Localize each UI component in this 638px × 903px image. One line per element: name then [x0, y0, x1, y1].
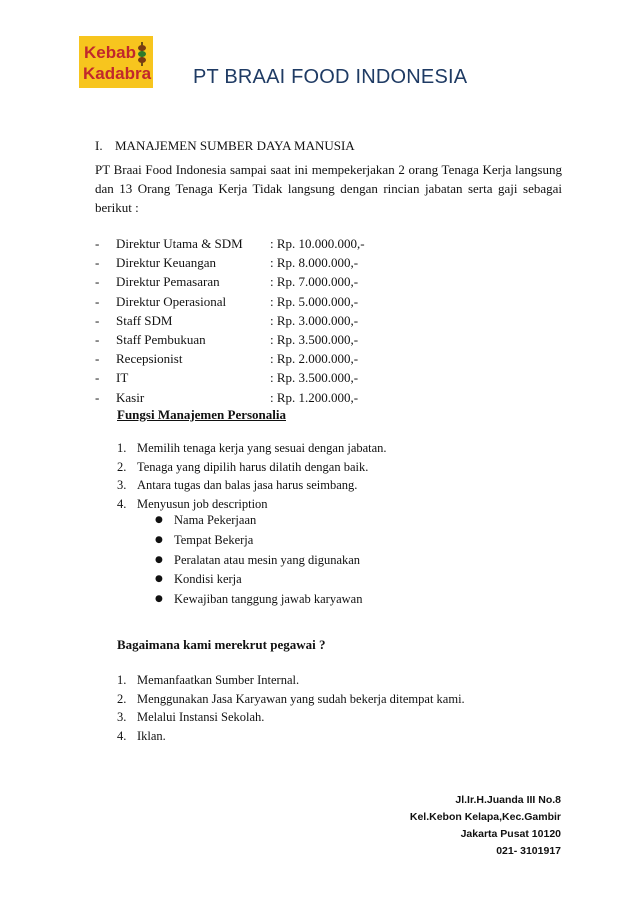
- list-dash: -: [95, 255, 100, 271]
- address-street: Jl.Ir.H.Juanda III No.8: [455, 794, 561, 806]
- section-heading: [95, 138, 355, 154]
- bullet-text: Nama Pekerjaan: [174, 513, 257, 527]
- list-dash: -: [95, 274, 100, 290]
- company-logo: [79, 36, 153, 88]
- company-name: PT BRAAI FOOD INDONESIA: [193, 66, 468, 88]
- section-number: I.: [95, 138, 103, 153]
- staff-role: Staff Pembukuan: [116, 331, 206, 347]
- bullet-icon: ●: [155, 574, 163, 585]
- bullet-text: Kondisi kerja: [174, 572, 242, 587]
- item-number: 1.: [117, 441, 127, 455]
- bullet-text: Tempat Bekerja: [174, 532, 254, 547]
- address-city: Jakarta Pusat 10120: [460, 828, 561, 840]
- staff-salary: : Rp. 5.000.000,-: [270, 293, 359, 309]
- item-number: 3.: [117, 478, 127, 492]
- item-number: 3.: [117, 710, 127, 724]
- staff-salary: : Rp. 3.500.000,-: [270, 331, 359, 347]
- staff-role: Kasir: [116, 389, 145, 405]
- address-district: Kel.Kebon Kelapa,Kec.Gambir: [409, 811, 561, 823]
- bullet-icon: ●: [155, 554, 163, 565]
- logo-line1: Kebab: [84, 43, 136, 62]
- staff-salary: : Rp. 8.000.000,-: [270, 255, 359, 271]
- company-address: [410, 792, 561, 860]
- staff-salary: : Rp. 10.000.000,-: [270, 236, 365, 251]
- item-text: Menyusun job description: [137, 496, 268, 511]
- staff-salary: : Rp. 1.200.000,-: [270, 389, 359, 405]
- bullet-icon: ●: [155, 594, 163, 605]
- item-text: Tenaga yang dipilih harus dilatih dengan baik.: [137, 459, 369, 474]
- staff-salary: : Rp. 2.000.000,-: [270, 351, 359, 367]
- address-phone: 021- 3101917: [496, 845, 561, 857]
- list-dash: -: [95, 351, 100, 367]
- item-text: Menggunakan Jasa Karyawan yang sudah bekerja ditempat kami.: [137, 691, 465, 706]
- staff-role: Direktur Keuangan: [116, 255, 216, 271]
- item-text: Memanfaatkan Sumber Internal.: [137, 673, 300, 687]
- bullet-icon: ●: [155, 534, 163, 545]
- bullet-icon: ●: [155, 515, 163, 525]
- staff-role: IT: [116, 370, 129, 386]
- staff-salary: : Rp. 3.000.000,-: [270, 312, 359, 328]
- staff-role: Recepsionist: [116, 351, 183, 367]
- list-dash: -: [95, 293, 100, 309]
- staff-role: Direktur Operasional: [116, 293, 227, 309]
- item-number: 4.: [117, 496, 127, 511]
- list-dash: -: [95, 370, 100, 386]
- list-dash: -: [95, 312, 100, 328]
- item-text: Memilih tenaga kerja yang sesuai dengan jabatan.: [137, 441, 387, 455]
- bullet-text: Peralatan atau mesin yang digunakan: [174, 552, 361, 567]
- item-text: Iklan.: [137, 728, 166, 743]
- bullet-text: Kewajiban tanggung jawab karyawan: [174, 592, 363, 607]
- item-text: Melalui Instansi Sekolah.: [137, 710, 265, 724]
- logo-line2: Kadabra: [83, 64, 152, 83]
- fungsi-title: Fungsi Manajemen Personalia: [117, 407, 286, 422]
- staff-salary: : Rp. 7.000.000,-: [270, 274, 359, 290]
- staff-role: Direktur Pemasaran: [116, 274, 220, 290]
- item-number: 2.: [117, 691, 127, 706]
- staff-role: Direktur Utama & SDM: [116, 236, 243, 251]
- rekrut-title: Bagaimana kami merekrut pegawai ?: [117, 637, 326, 652]
- item-number: 4.: [117, 728, 127, 743]
- list-dash: -: [95, 389, 100, 405]
- list-dash: -: [95, 331, 100, 347]
- staff-salary: : Rp. 3.500.000,-: [270, 370, 359, 386]
- list-dash: -: [95, 236, 100, 251]
- section-title: MANAJEMEN SUMBER DAYA MANUSIA: [115, 138, 355, 153]
- intro-paragraph: PT Braai Food Indonesia sampai saat ini mempekerjakan 2 orang Tenaga Kerja langsung dan 13 Orang Tenaga Kerja Tidak langsung dengan rincian jabatan serta gaji sebagai berikut :: [95, 162, 562, 215]
- item-number: 2.: [117, 459, 127, 474]
- item-text: Antara tugas dan balas jasa harus seimbang.: [137, 478, 358, 492]
- staff-role: Staff SDM: [116, 312, 173, 328]
- kebab-kadabra-logo-icon: [79, 36, 153, 88]
- item-number: 1.: [117, 673, 127, 687]
